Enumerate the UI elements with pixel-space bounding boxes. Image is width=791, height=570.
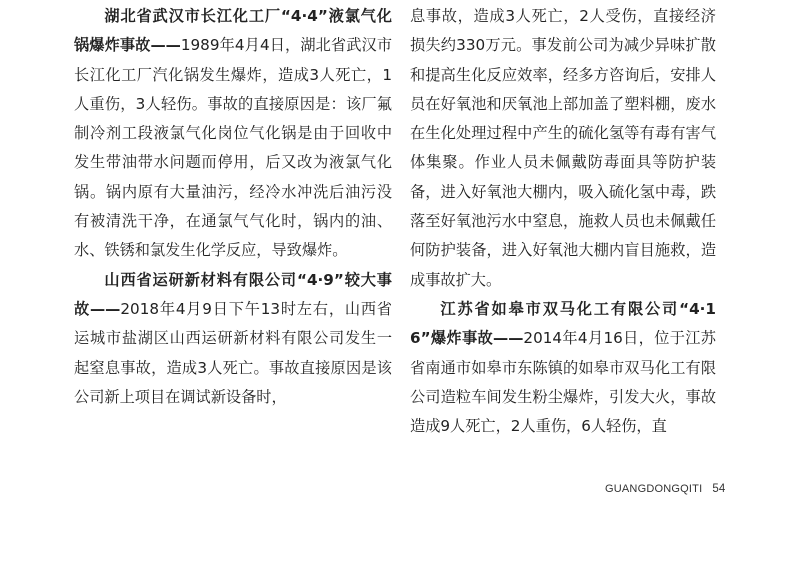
- accident-body-jiangsu: 2014年4月16日，位于江苏省南通市如皋市东陈镇的如皋市双马化工有限公司造粒车间发生粉尘爆炸，引发大火，事故造成9人死亡，2人重伤，6人轻伤，直: [410, 329, 716, 436]
- accident-paragraph-jiangsu: [410, 295, 716, 441]
- accident-title-shanxi: 山西省运研新材料有限公司“4·9”较大事故——: [74, 270, 392, 318]
- accident-body-wuhan: 1989年4月4日，湖北省武汉市长江化工厂汽化锅发生爆炸，造成3人死亡，1人重伤，3人轻伤。事故的直接原因是：该厂氟制冷剂工段液氯气化岗位气化锅是由于回收中发生带油带水问题而停用，后又改为液氯气化锅。锅内原有大量油污，经冷水冲洗后油污没有被清洗干净，在通氯气气化时，锅内的油、水、铁锈和氯发生化学反应，导致爆炸。: [74, 36, 393, 260]
- page-number: 54: [712, 483, 726, 495]
- accident-title-wuhan: 湖北省武汉市长江化工厂“4·4”液氯气化锅爆炸事故——: [74, 7, 392, 55]
- magazine-name: GUANGDONGQITI: [605, 483, 703, 495]
- right-column: [410, 2, 716, 441]
- accident-title-jiangsu: 江苏省如皋市双马化工有限公司“4·16”爆炸事故——: [410, 299, 716, 348]
- page-footer: [605, 483, 726, 495]
- accident-paragraph-wuhan: [74, 2, 392, 266]
- left-column: [74, 2, 392, 412]
- accident-body-shanxi: 2018年4月9日下午13时左右，山西省运城市盐湖区山西运研新材料有限公司发生一起窒息事故，造成3人死亡。事故直接原因是该公司新上项目在调试新设备时，: [74, 299, 392, 406]
- accident-paragraph-continued: 息事故，造成3人死亡，2人受伤，直接经济损失约330万元。事发前公司为减少异味扩散和提高生化反应效率，经多方咨询后，安排人员在好氧池和厌氧池上部加盖了塑料棚，废水在生化处理过程中产生的硫化氢等有毒有害气体集聚。作业人员未佩戴防毒面具等防护装备，进入好氧池大棚内，吸入硫化氢中毒，跌落至好氧池污水中窒息，施救人员也未佩戴任何防护装备，进入好氧池大棚内盲目施救，造成事故扩大。: [410, 7, 716, 289]
- accident-paragraph-shanxi: [74, 266, 392, 412]
